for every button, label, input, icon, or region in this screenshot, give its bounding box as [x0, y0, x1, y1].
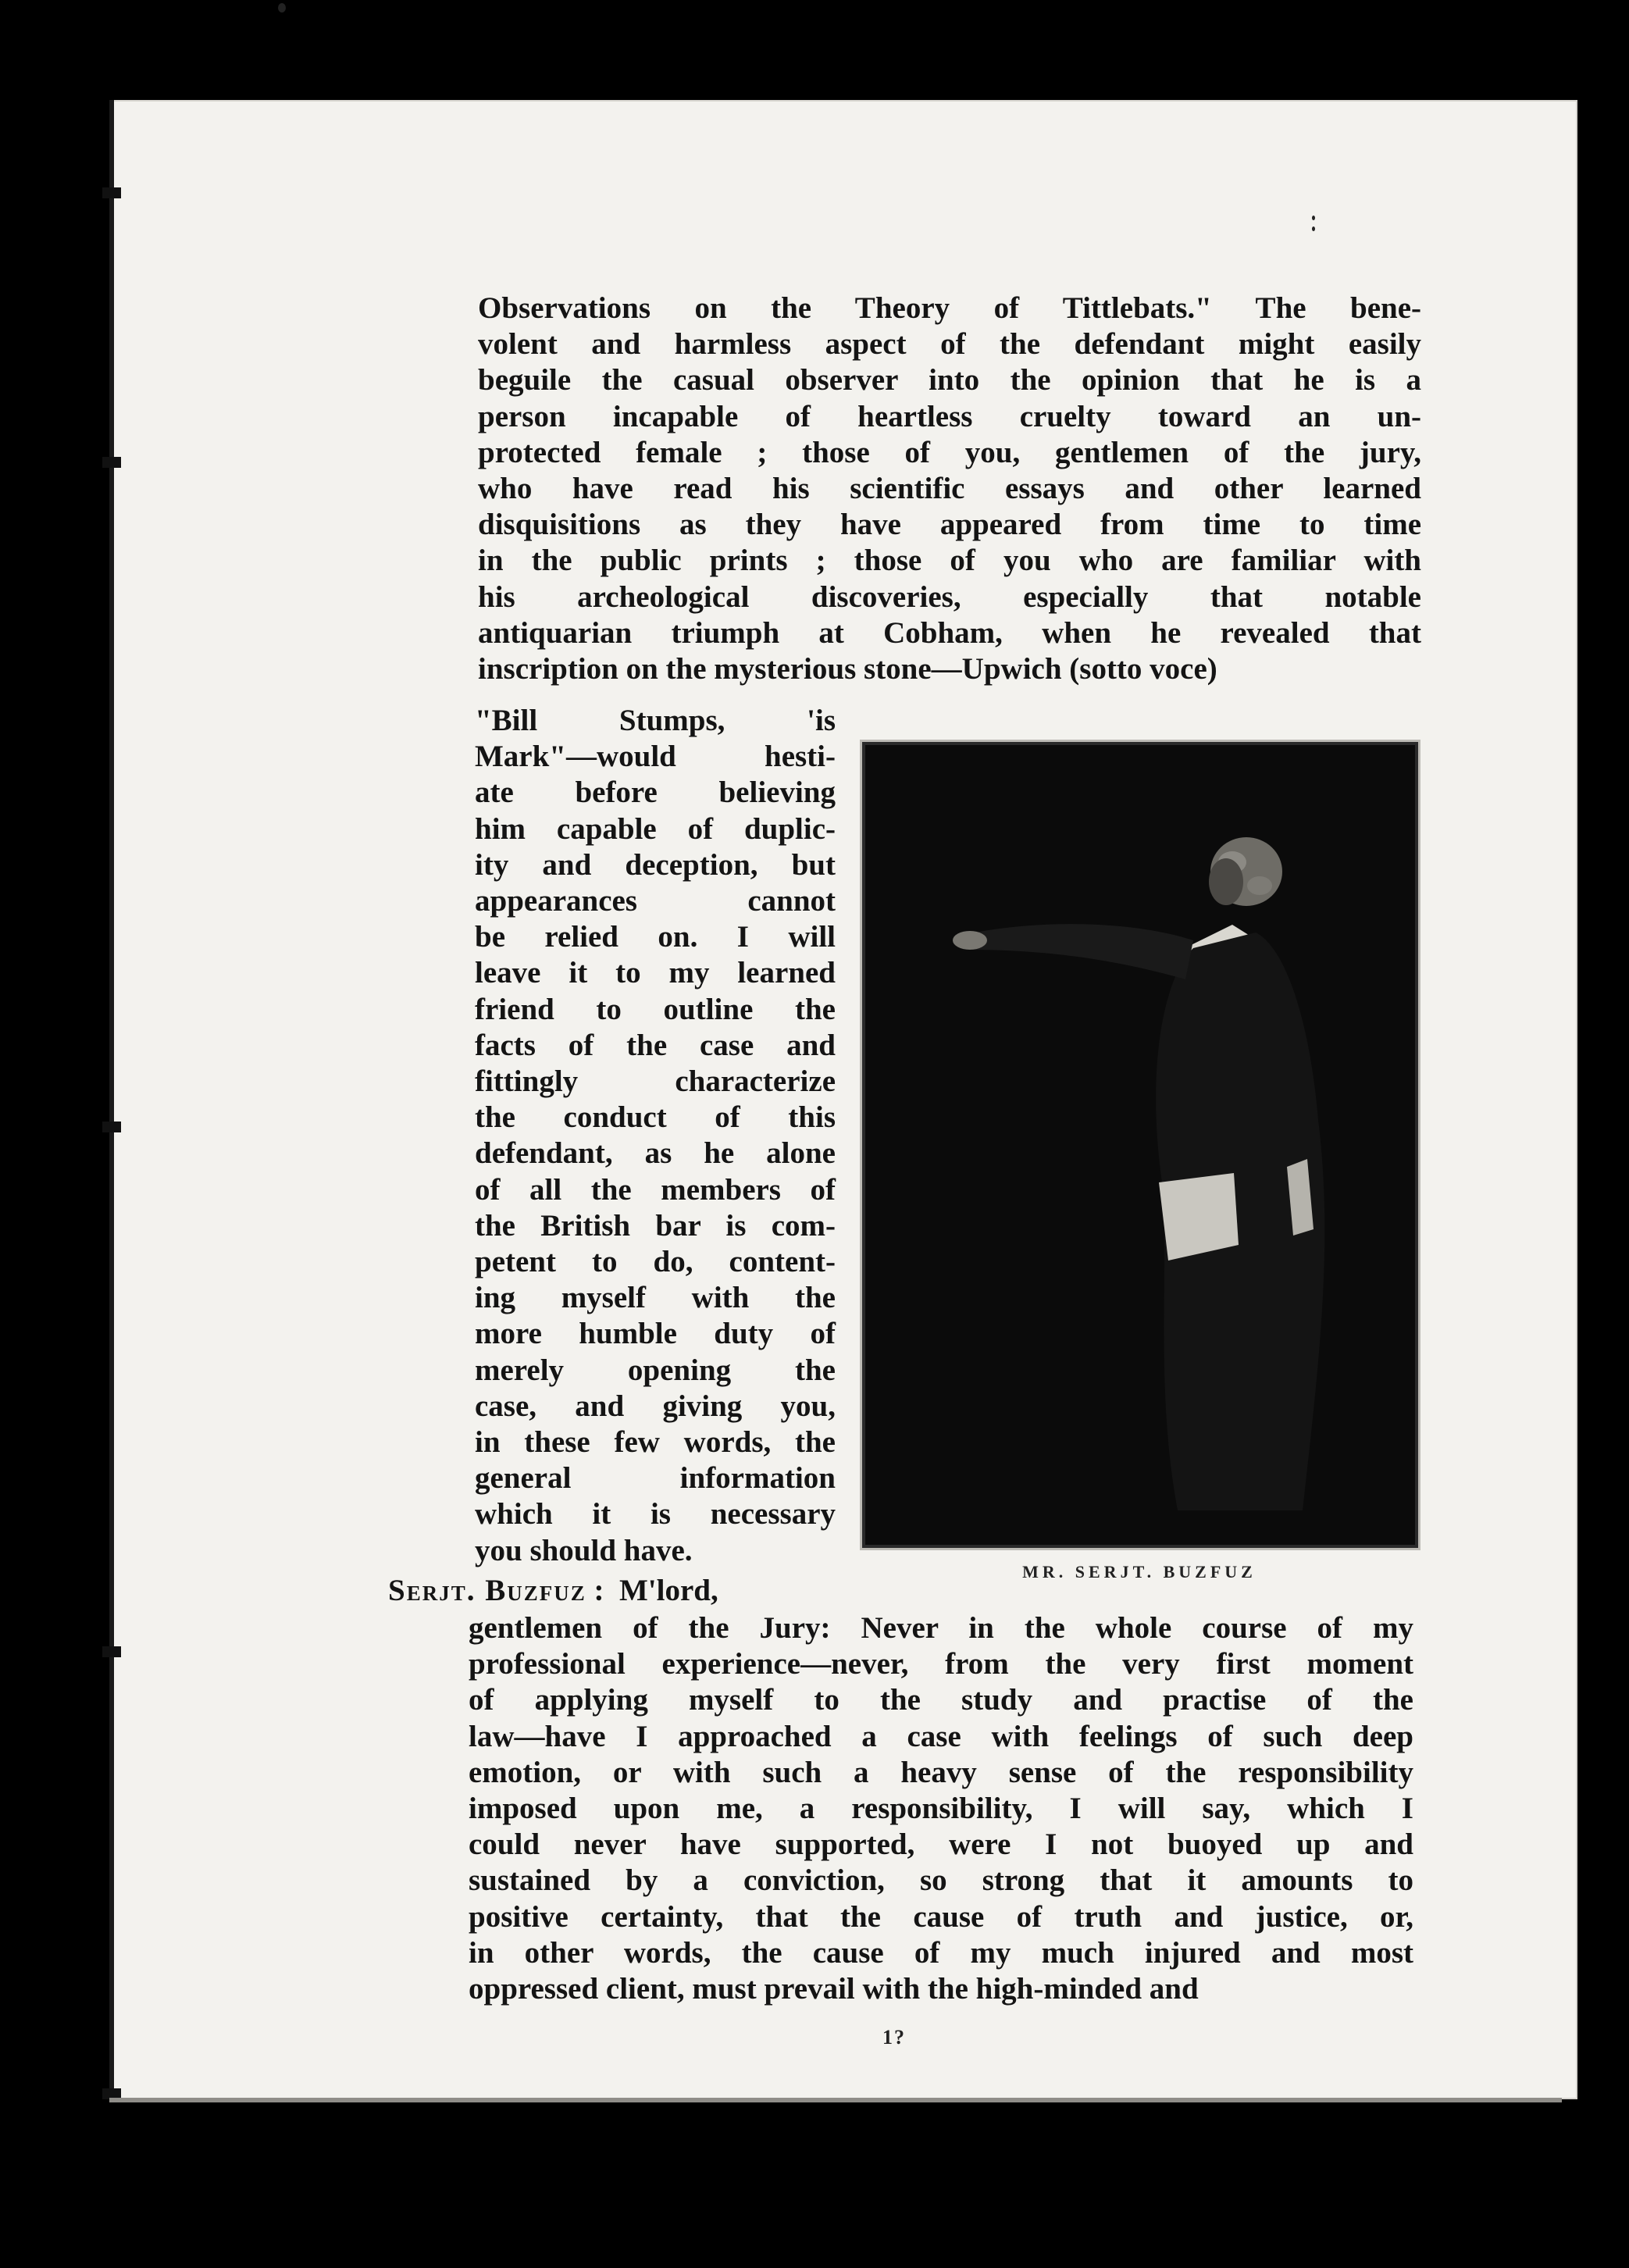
text-line: ate before believing [475, 776, 836, 810]
text-line: positive certainty, that the cause of truth and justice, or, [469, 1899, 1413, 1934]
photo-caption: MR. SERJT. BUZFUZ [1022, 1562, 1257, 1582]
text-line: facts of the case and [475, 1028, 836, 1062]
text-line: Observations on the Theory of Tittlebats." The bene- [478, 291, 1421, 325]
text-line: beguile the casual observer into the opinion that he is a [478, 363, 1421, 398]
text-line: more humble duty of [475, 1317, 836, 1351]
binding-mark [102, 187, 121, 198]
text-line: person incapable of heartless cruelty toward an un- [478, 399, 1421, 433]
speaker-opening: M'lord, [618, 1574, 718, 1607]
text-line: Mark"—would hesti- [475, 740, 836, 774]
text-line: of applying myself to the study and practise of the [469, 1683, 1413, 1717]
text-line: fittingly characterize [475, 1064, 836, 1099]
text-line: him capable of duplic- [475, 811, 836, 846]
speaker-line [388, 1573, 825, 1609]
text-line: ing myself with the [475, 1281, 836, 1315]
scan-speck [278, 3, 286, 12]
text-line: emotion, or with such a heavy sense of the responsibility [469, 1755, 1413, 1789]
text-line: the British bar is com- [475, 1208, 836, 1243]
barrister-figure-illustration [865, 745, 1415, 1545]
scan-speck [1312, 216, 1315, 220]
page-binding-edge [109, 100, 114, 2099]
scan-speck [1312, 226, 1315, 231]
text-line: who have read his scientific essays and other learned [478, 472, 1421, 506]
portrait-photo [862, 742, 1418, 1548]
text-line: gentlemen of the Jury: Never in the whole course of my [469, 1611, 1413, 1645]
wrapped-paragraph [475, 703, 836, 1569]
text-line: could never have supported, were I not buoyed up and [469, 1828, 1413, 1862]
text-line: in the public prints ; those of you who are familiar with [478, 544, 1421, 578]
text-line: friend to outline the [475, 992, 836, 1026]
text-line: appearances cannot [475, 884, 836, 918]
text-line: law—have I approached a case with feelings of such deep [469, 1719, 1413, 1753]
text-line: merely opening the [475, 1353, 836, 1387]
text-line: antiquarian triumph at Cobham, when he revealed that [478, 615, 1421, 650]
text-line: disquisitions as they have appeared from time to time [478, 508, 1421, 542]
text-line: which it is necessary [475, 1497, 836, 1532]
text-line: imposed upon me, a responsibility, I will say, which I [469, 1792, 1413, 1826]
binding-mark [102, 457, 121, 468]
text-line: ity and deception, but [475, 847, 836, 882]
text-line: leave it to my learned [475, 956, 836, 990]
page-number: 1? [882, 2026, 906, 2049]
speaker-name: Serjt. Buzfuz [388, 1574, 586, 1607]
binding-mark [102, 1646, 121, 1657]
text-line: oppressed client, must prevail with the high-minded and [469, 1972, 1199, 2006]
text-line: professional experience—never, from the very first moment [469, 1647, 1413, 1681]
text-line: defendant, as he alone [475, 1136, 836, 1171]
text-line: in these few words, the [475, 1425, 836, 1460]
binding-mark [102, 1122, 121, 1132]
text-line: in other words, the cause of my much injured and most [469, 1935, 1413, 1970]
top-paragraph [478, 291, 1421, 687]
text-line: petent to do, content- [475, 1245, 836, 1279]
text-line: volent and harmless aspect of the defendant might easily [478, 327, 1421, 362]
text-line: protected female ; those of you, gentlemen of the jury, [478, 435, 1421, 469]
text-line: the conduct of this [475, 1100, 836, 1135]
speaker-separator: : [586, 1574, 619, 1607]
text-line: "Bill Stumps, 'is [475, 704, 836, 737]
text-line: of all the members of [475, 1172, 836, 1207]
text-line: his archeological discoveries, especially that notable [478, 579, 1421, 614]
text-line: be relied on. I will [475, 920, 836, 954]
text-line: general information [475, 1461, 836, 1496]
page-bottom-edge [109, 2098, 1562, 2102]
speech-paragraph [469, 1610, 1413, 2007]
text-line: inscription on the mysterious stone—Upwich (sotto voce) [478, 652, 1217, 686]
text-line: case, and giving you, [475, 1389, 836, 1423]
text-line: you should have. [475, 1533, 693, 1567]
text-line: sustained by a conviction, so strong that it amounts to [469, 1863, 1413, 1898]
